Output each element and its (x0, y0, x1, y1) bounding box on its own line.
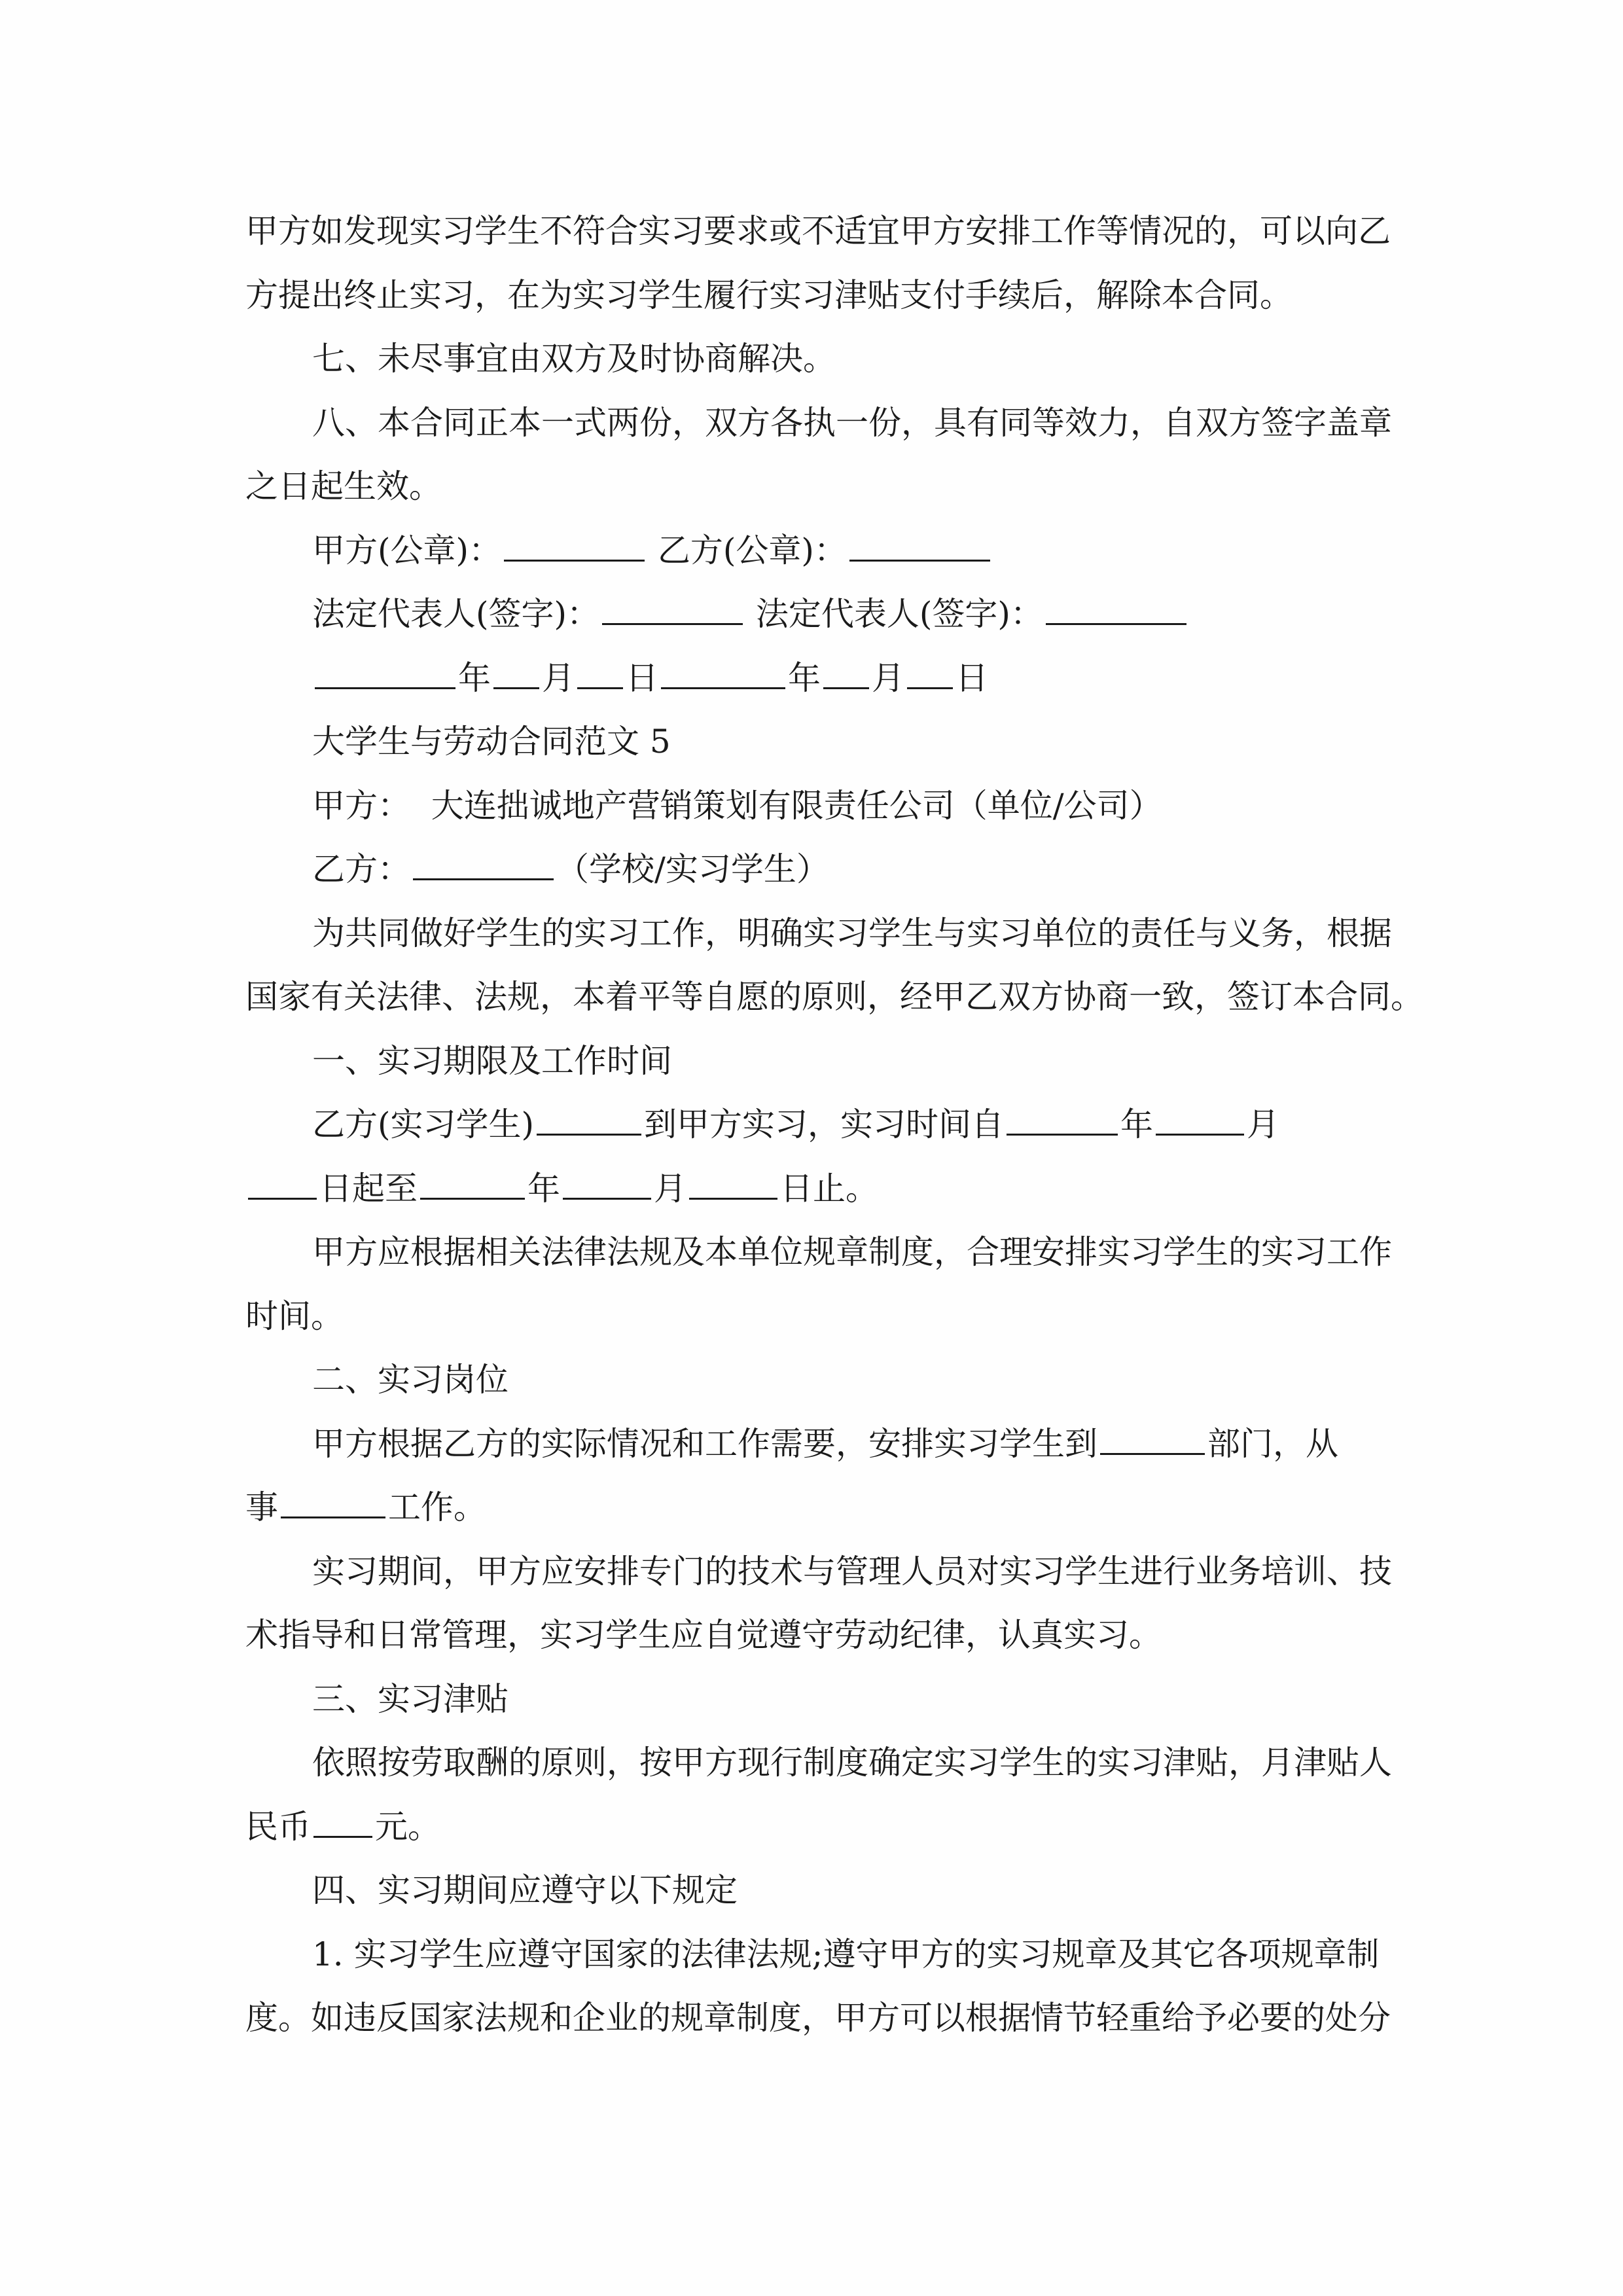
period-blank (563, 1166, 651, 1200)
post-blank (1100, 1422, 1205, 1455)
date-line (245, 647, 1378, 711)
date-blank (823, 656, 869, 689)
period-text: 月 (654, 1169, 687, 1208)
party-a-line (245, 774, 1378, 838)
post-text: 部门，从 (1207, 1424, 1338, 1463)
signature-blank (602, 592, 743, 626)
date-blank (577, 656, 623, 689)
party-a-name: 大连拙诚地产营销策划有限责任公司（单位/公司） (431, 786, 1162, 825)
year-label: 年 (458, 658, 491, 697)
legal-rep-line (245, 583, 1378, 647)
post-line (245, 1476, 1378, 1540)
period-text: 年 (527, 1169, 560, 1208)
party-b-seal-label: 乙方(公章)： (657, 531, 847, 569)
period-blank (1007, 1103, 1118, 1136)
party-b-legal-rep-label: 法定代表人(签字)： (755, 595, 1043, 633)
party-b-blank (413, 848, 554, 881)
training-line: 术指导和日常管理，实习学生应自觉遵守劳动纪律，认真实习。 (245, 1616, 1162, 1654)
date-blank (907, 656, 953, 689)
day-label: 日 (626, 658, 658, 697)
party-b-line (245, 838, 1378, 902)
intro-line: 为共同做好学生的实习工作，明确实习学生与实习单位的责任与义务，根据 (312, 914, 1392, 952)
heading-1: 一、实习期限及工作时间 (312, 1041, 672, 1080)
seal-line (245, 519, 1378, 583)
post-line (245, 1412, 1378, 1477)
signature-blank (1046, 592, 1186, 626)
party-b-suffix: （学校/实习学生） (556, 850, 829, 888)
heading-2: 二、实习岗位 (312, 1361, 508, 1399)
period-text: 月 (1247, 1105, 1280, 1143)
allowance-line (245, 1795, 1378, 1859)
clause-8-line: 八、本合同正本一式两份，双方各执一份，具有同等效力，自双方签字盖章 (312, 403, 1392, 442)
rule-1-line: 度。如违反国家法规和企业的规章制度，甲方可以根据情节轻重给予必要的处分 (245, 1999, 1391, 2037)
month-label: 月 (872, 658, 904, 697)
period-text: 乙方(实习学生) (312, 1105, 535, 1143)
period-text: 年 (1120, 1105, 1154, 1143)
party-a-label: 甲方： (312, 786, 410, 825)
day-label: 日 (955, 658, 988, 697)
paragraph-line: 甲方如发现实习学生不符合实习要求或不适宜甲方安排工作等情况的，可以向乙 (245, 212, 1391, 250)
worktime-line: 时间。 (245, 1297, 344, 1335)
party-a-legal-rep-label: 法定代表人(签字)： (312, 595, 600, 633)
signature-blank (504, 528, 645, 562)
training-line: 实习期间，甲方应安排专门的技术与管理人员对实习学生进行业务培训、技 (312, 1552, 1392, 1590)
allowance-text: 民币 (245, 1807, 311, 1846)
party-a-seal-label: 甲方(公章)： (312, 531, 502, 569)
party-b-label: 乙方： (312, 850, 410, 888)
post-text: 事 (245, 1488, 278, 1526)
period-text: 到甲方实习，实习时间自 (644, 1105, 1005, 1143)
period-blank (689, 1166, 777, 1200)
intro-line: 国家有关法律、法规，本着平等自愿的原则，经甲乙双方协商一致，签订本合同。 (245, 978, 1423, 1016)
year-label: 年 (788, 658, 821, 697)
date-blank (661, 656, 785, 689)
period-blank (248, 1166, 317, 1200)
period-blank (537, 1103, 641, 1136)
clause-7: 七、未尽事宜由双方及时协商解决。 (312, 340, 836, 378)
period-blank (1156, 1103, 1244, 1136)
clause-8-line: 之日起生效。 (245, 467, 442, 505)
period-blank (420, 1166, 525, 1200)
document-body (245, 200, 1423, 2051)
worktime-line: 甲方应根据相关法律法规及本单位规章制度，合理安排实习学生的实习工作 (312, 1233, 1392, 1271)
month-label: 月 (542, 658, 575, 697)
signature-blank (849, 528, 990, 562)
rule-1-line: 1. 实习学生应遵守国家的法律法规;遵守甲方的实习规章及其它各项规章制 (312, 1935, 1380, 1973)
post-text: 甲方根据乙方的实际情况和工作需要，安排实习学生到 (312, 1424, 1097, 1463)
heading-3: 三、实习津贴 (312, 1679, 508, 1718)
paragraph-line: 方提出终止实习，在为实习学生履行实习津贴支付手续后，解除本合同。 (245, 276, 1293, 314)
allowance-line: 依照按劳取酬的原则，按甲方现行制度确定实习学生的实习津贴，月津贴人 (312, 1744, 1392, 1782)
post-text: 工作。 (388, 1488, 486, 1526)
post-blank (281, 1486, 385, 1519)
period-line (245, 1093, 1378, 1157)
period-text: 日止。 (780, 1169, 878, 1208)
date-blank (315, 656, 455, 689)
period-text: 日起至 (319, 1169, 418, 1208)
allowance-blank (313, 1804, 372, 1838)
date-blank (493, 656, 539, 689)
section-title: 大学生与劳动合同范文 5 (312, 723, 671, 761)
period-line (245, 1157, 1378, 1221)
heading-4: 四、实习期间应遵守以下规定 (312, 1871, 738, 1909)
allowance-text: 元。 (375, 1807, 440, 1846)
